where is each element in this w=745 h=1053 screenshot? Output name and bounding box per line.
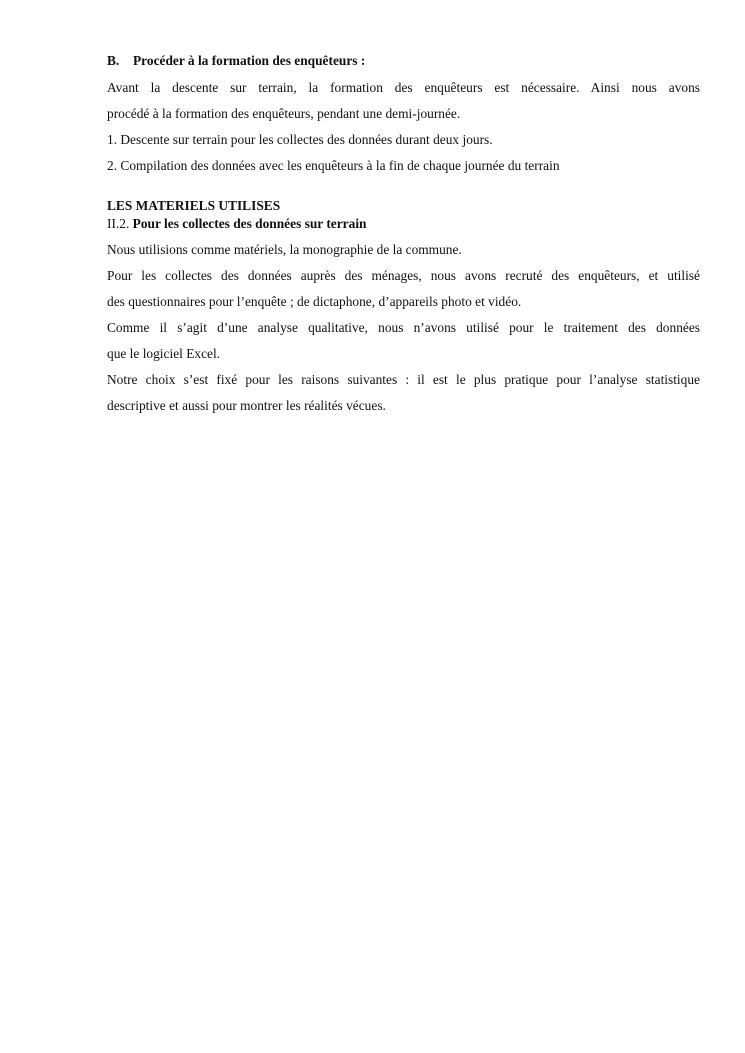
materiels-section-title: LES MATERIELS UTILISES — [107, 198, 281, 213]
materiels-line-4: Comme il s’agit d’une analyse qualitative, nous n’avons utilisé pour le traitement des données — [107, 320, 700, 335]
section-b-paragraph-line-2: procédé à la formation des enquêteurs, pendant une demi-journée. — [107, 106, 461, 121]
materiels-line-2: Pour les collectes des données auprès des ménages, nous avons recruté des enquêteurs, et utilisé — [107, 268, 700, 283]
document-page — [107, 52, 700, 419]
materiels-line-3: des questionnaires pour l’enquête ; de dictaphone, d’appareils photo et vidéo. — [107, 294, 522, 309]
section-b-list-item-1: 1. Descente sur terrain pour les collectes des données durant deux jours. — [107, 132, 493, 147]
materiels-subsection-heading — [107, 215, 700, 233]
materiels-subsection-title: Pour les collectes des données sur terrain — [132, 216, 367, 231]
section-b-paragraph-line-1: Avant la descente sur terrain, la formation des enquêteurs est nécessaire. Ainsi nous avons — [107, 80, 700, 95]
section-b-letter: B. — [107, 53, 120, 68]
materiels-line-1: Nous utilisions comme matériels, la monographie de la commune. — [107, 242, 462, 257]
section-b-title: Procéder à la formation des enquêteurs : — [133, 53, 366, 68]
materiels-subsection-number: II.2. — [107, 216, 133, 231]
materiels-line-7: descriptive et aussi pour montrer les réalités vécues. — [107, 398, 386, 413]
section-b-list-item-2: 2. Compilation des données avec les enquêteurs à la fin de chaque journée du terrain — [107, 158, 560, 173]
section-b-heading — [107, 52, 700, 70]
materiels-line-6: Notre choix s’est fixé pour les raisons suivantes : il est le plus pratique pour l’analyse statistique — [107, 372, 700, 387]
materiels-line-5: que le logiciel Excel. — [107, 346, 221, 361]
